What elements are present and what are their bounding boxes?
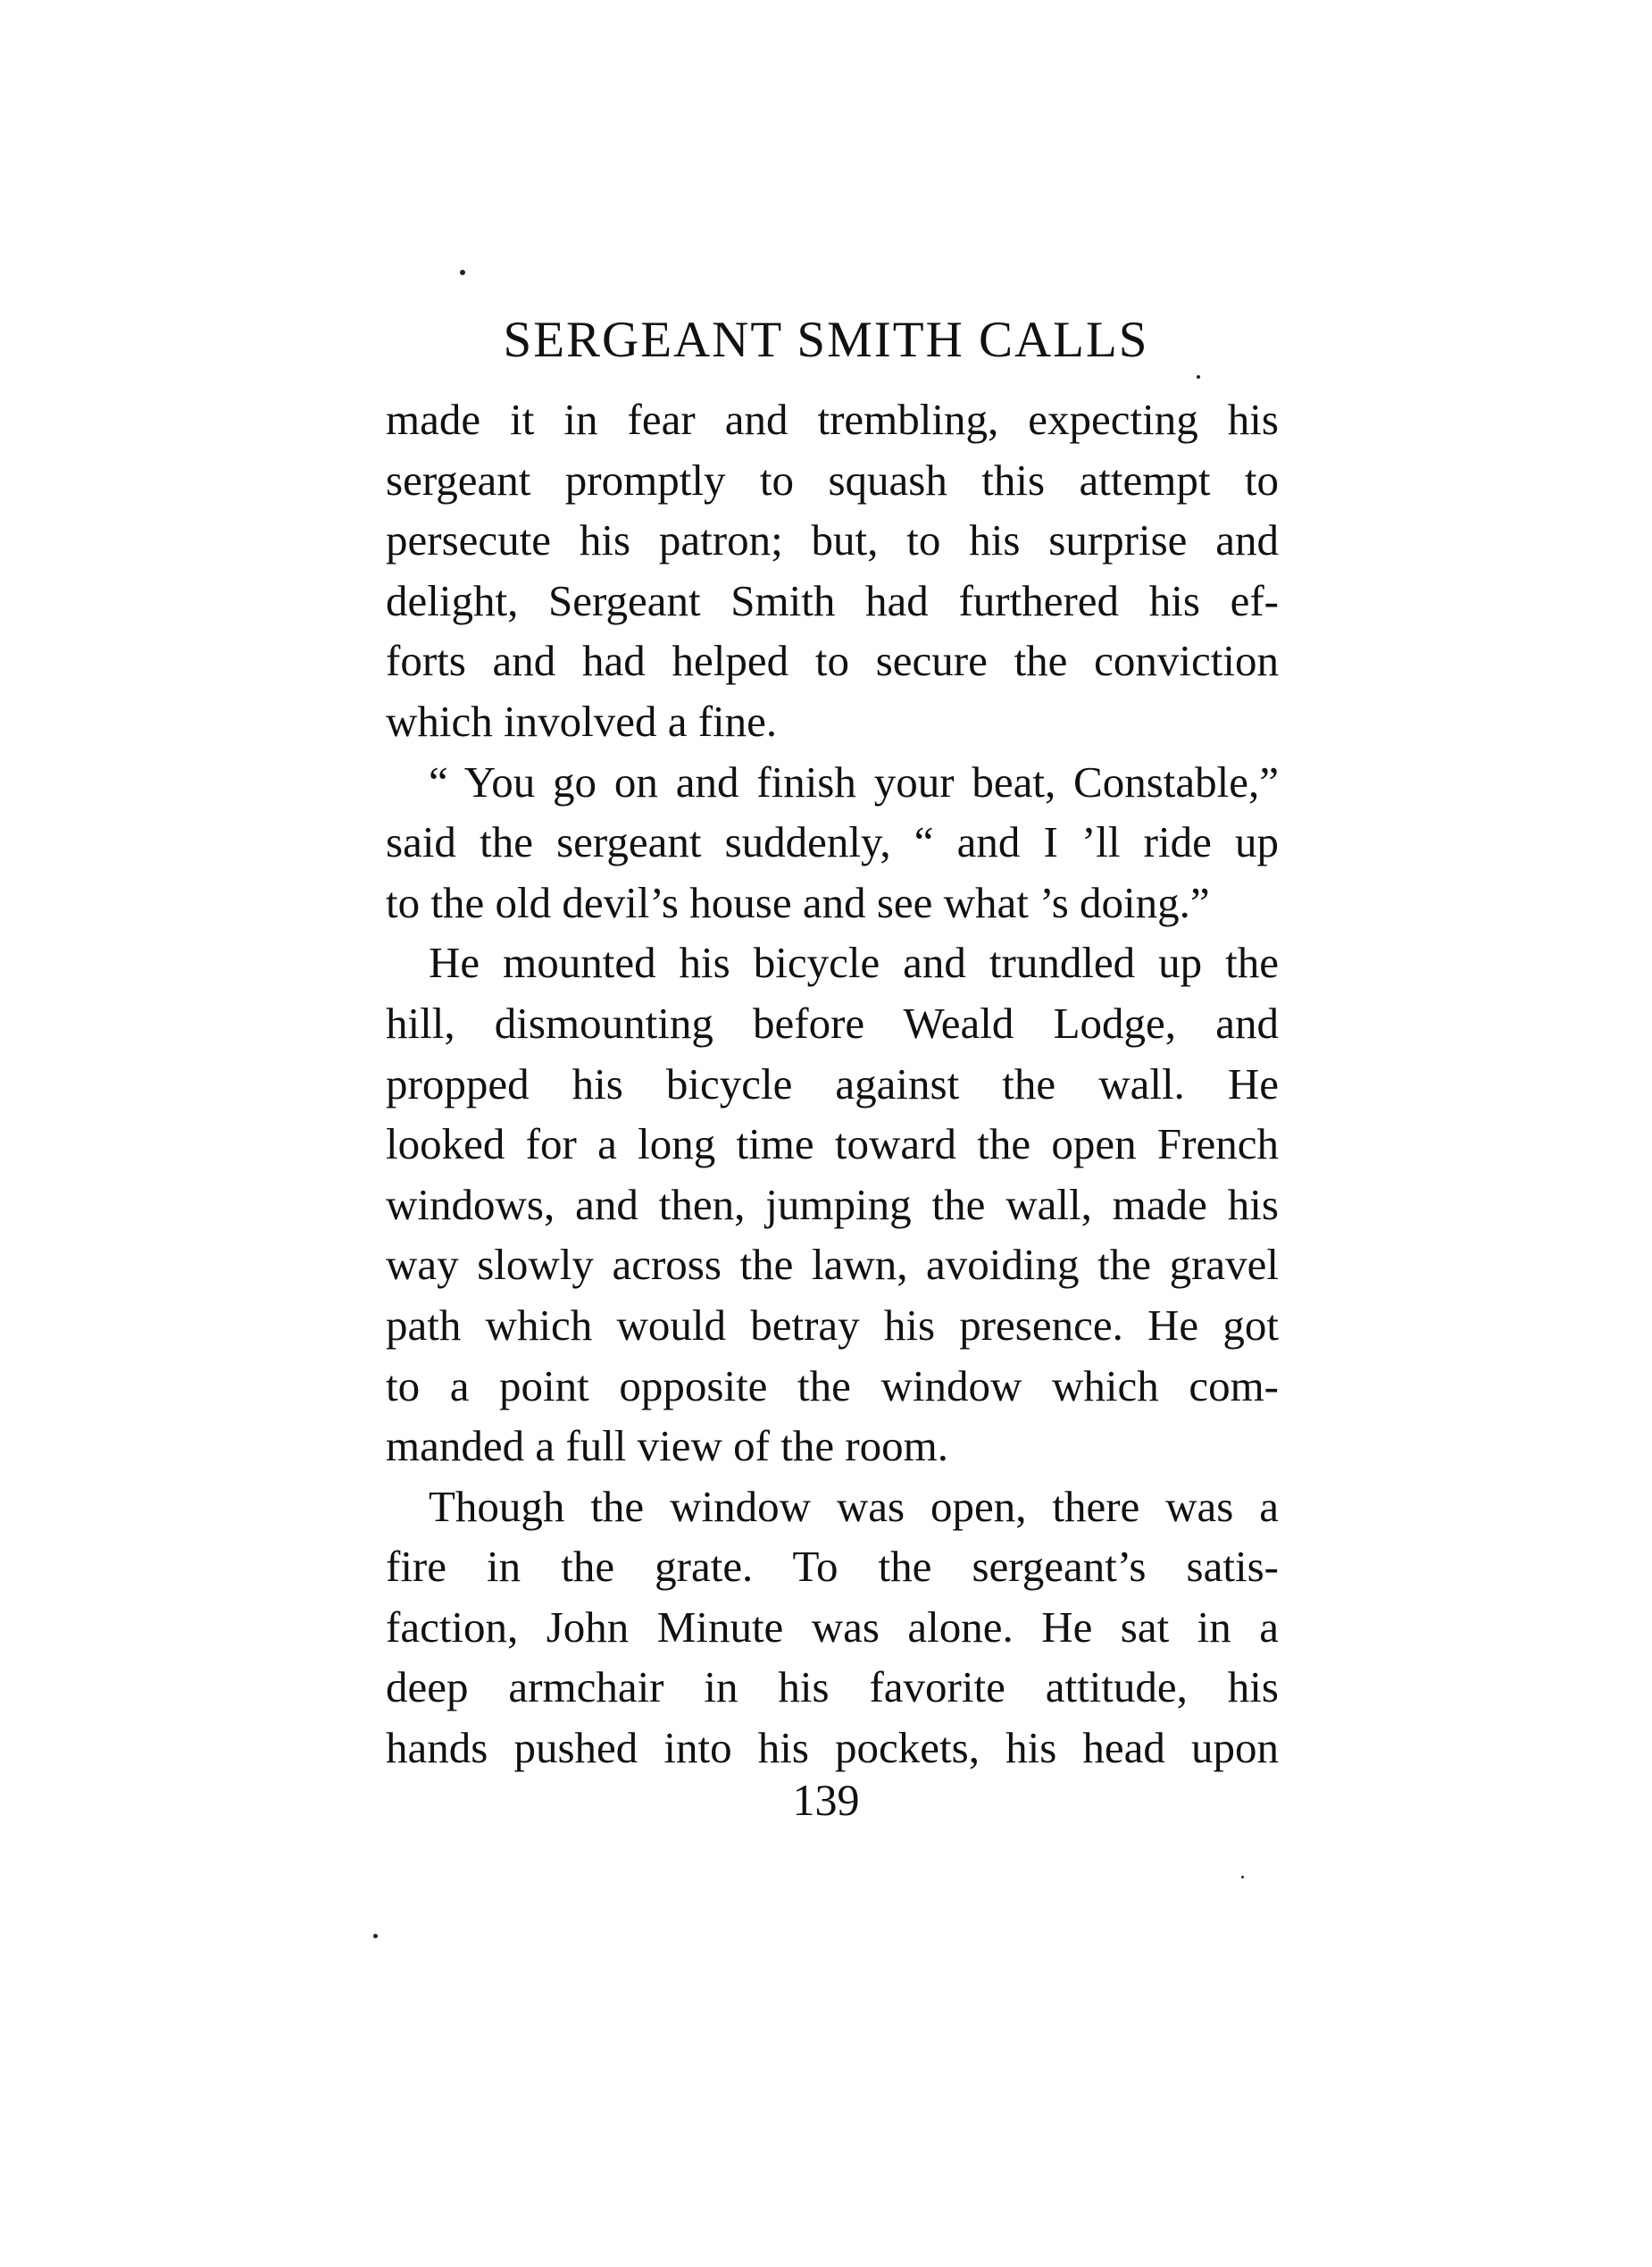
ink-speck xyxy=(460,270,465,275)
text-line: way slowly across the lawn, avoiding the gravel xyxy=(386,1240,1279,1290)
text-line: sergeant promptly to squash this attempt to xyxy=(386,455,1279,505)
text-line: path which would betray his presence. He got xyxy=(386,1300,1279,1350)
text-line: hands pushed into his pockets, his head upon xyxy=(386,1723,1279,1773)
text-line: which involved a fine. xyxy=(386,696,778,746)
text-line: He mounted his bicycle and trundled up the xyxy=(429,938,1279,988)
text-line: to the old devil’s house and see what ’s doing.” xyxy=(386,877,1210,927)
body-text xyxy=(386,389,1279,1778)
page-number: 139 xyxy=(792,1775,860,1825)
text-line: manded a full view of the room. xyxy=(386,1421,949,1471)
text-line: forts and had helped to secure the conviction xyxy=(386,636,1279,686)
text-line: fire in the grate. To the sergeant’s satis- xyxy=(386,1542,1279,1592)
text-line: windows, and then, jumping the wall, made his xyxy=(386,1179,1279,1229)
text-line: faction, John Minute was alone. He sat in a xyxy=(386,1602,1279,1652)
text-line: made it in fear and trembling, expecting his xyxy=(386,395,1279,444)
text-line: propped his bicycle against the wall. He xyxy=(386,1058,1279,1108)
text-line: Though the window was open, there was a xyxy=(429,1481,1279,1531)
text-line: looked for a long time toward the open French xyxy=(386,1119,1279,1169)
ink-speck xyxy=(1197,375,1200,379)
running-head: SERGEANT SMITH CALLS xyxy=(503,312,1149,368)
text-line: said the sergeant suddenly, “ and I ’ll ride up xyxy=(386,817,1279,867)
text-line: hill, dismounting before Weald Lodge, and xyxy=(386,998,1279,1048)
text-line: deep armchair in his favorite attitude, his xyxy=(386,1662,1279,1712)
text-line: delight, Sergeant Smith had furthered his ef- xyxy=(386,575,1279,625)
ink-speck xyxy=(373,1934,378,1938)
text-line: to a point opposite the window which com- xyxy=(386,1360,1279,1410)
ink-speck xyxy=(1241,1876,1244,1878)
text-line: “ You go on and finish your beat, Constable,” xyxy=(429,757,1279,807)
text-line: persecute his patron; but, to his surprise and xyxy=(386,515,1279,565)
